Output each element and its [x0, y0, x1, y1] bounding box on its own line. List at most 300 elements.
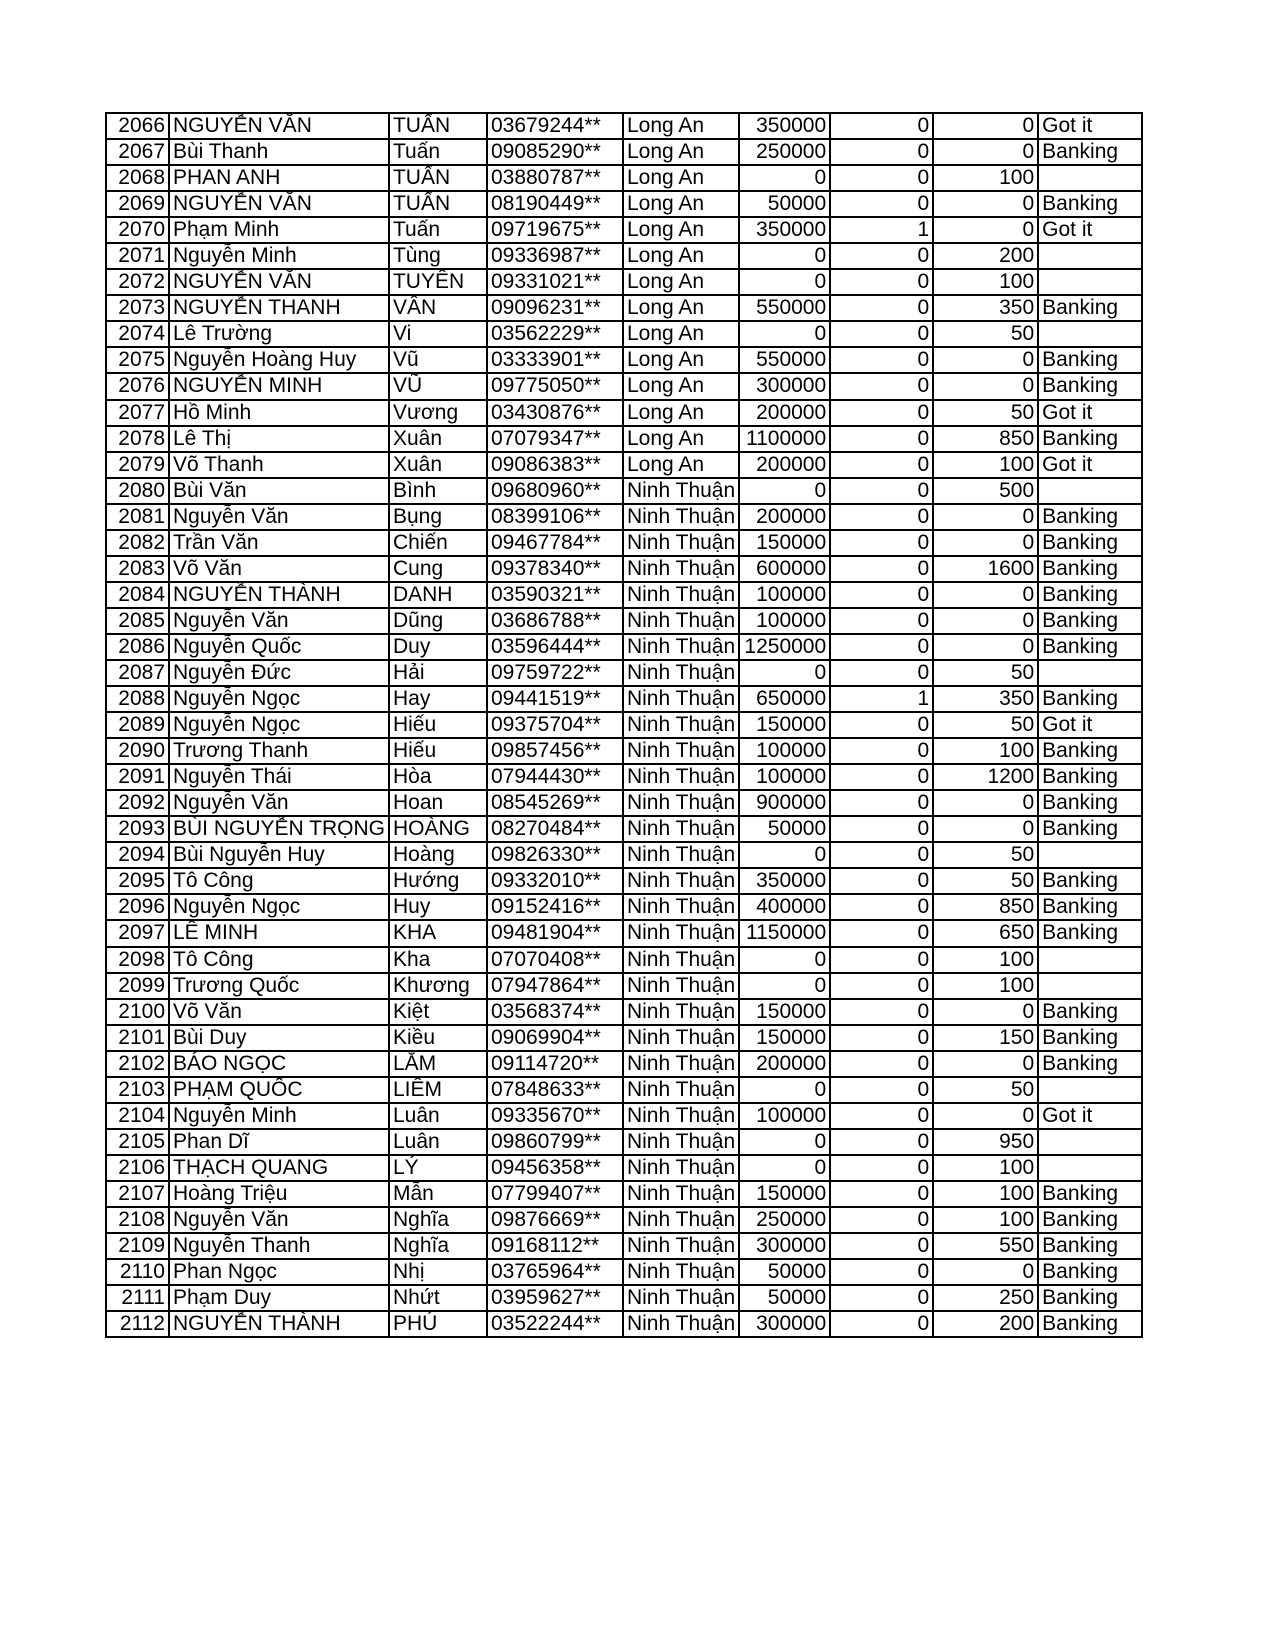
flag-cell: 0: [830, 504, 933, 530]
given-name-cell: Vũ: [389, 347, 487, 373]
payment-method-cell: Banking: [1038, 347, 1142, 373]
amount-cell: 100000: [739, 1103, 830, 1129]
flag-cell: 0: [830, 1207, 933, 1233]
payment-method-cell: Banking: [1038, 582, 1142, 608]
row-id-cell: 2098: [106, 947, 169, 973]
points-cell: 50: [933, 321, 1038, 347]
row-id-cell: 2074: [106, 321, 169, 347]
payment-method-cell: Banking: [1038, 139, 1142, 165]
given-name-cell: TUYÊN: [389, 269, 487, 295]
amount-cell: 0: [739, 243, 830, 269]
table-row: [106, 347, 1142, 373]
payment-method-cell: Got it: [1038, 400, 1142, 426]
given-name-cell: PHÚ: [389, 1311, 487, 1337]
row-id-cell: 2070: [106, 217, 169, 243]
phone-cell: 07799407**: [487, 1181, 623, 1207]
province-cell: Ninh Thuận: [623, 868, 739, 894]
surname-cell: Nguyễn Ngọc: [169, 712, 389, 738]
row-id-cell: 2099: [106, 973, 169, 999]
province-cell: Ninh Thuận: [623, 790, 739, 816]
row-id-cell: 2072: [106, 269, 169, 295]
province-cell: Long An: [623, 400, 739, 426]
row-id-cell: 2095: [106, 868, 169, 894]
given-name-cell: Vương: [389, 400, 487, 426]
province-cell: Ninh Thuận: [623, 1155, 739, 1181]
amount-cell: 350000: [739, 217, 830, 243]
surname-cell: Nguyễn Hoàng Huy: [169, 347, 389, 373]
amount-cell: 150000: [739, 1025, 830, 1051]
row-id-cell: 2096: [106, 894, 169, 920]
given-name-cell: Hoàng: [389, 842, 487, 868]
flag-cell: 0: [830, 426, 933, 452]
amount-cell: 1250000: [739, 634, 830, 660]
amount-cell: 50000: [739, 1285, 830, 1311]
surname-cell: Nguyễn Văn: [169, 504, 389, 530]
phone-cell: 09168112**: [487, 1233, 623, 1259]
payment-method-cell: Banking: [1038, 1025, 1142, 1051]
phone-cell: 08190449**: [487, 191, 623, 217]
points-cell: 100: [933, 452, 1038, 478]
points-cell: 1600: [933, 556, 1038, 582]
payment-method-cell: Got it: [1038, 113, 1142, 139]
amount-cell: 300000: [739, 1311, 830, 1337]
phone-cell: 09441519**: [487, 686, 623, 712]
province-cell: Ninh Thuận: [623, 608, 739, 634]
province-cell: Ninh Thuận: [623, 1077, 739, 1103]
payment-method-cell: Banking: [1038, 1181, 1142, 1207]
row-id-cell: 2067: [106, 139, 169, 165]
table-row: [106, 660, 1142, 686]
payment-method-cell: Got it: [1038, 217, 1142, 243]
phone-cell: 09331021**: [487, 269, 623, 295]
given-name-cell: Luân: [389, 1129, 487, 1155]
points-cell: 0: [933, 1051, 1038, 1077]
amount-cell: 300000: [739, 373, 830, 399]
given-name-cell: Luân: [389, 1103, 487, 1129]
phone-cell: 09857456**: [487, 738, 623, 764]
province-cell: Long An: [623, 426, 739, 452]
surname-cell: Tô Công: [169, 947, 389, 973]
flag-cell: 0: [830, 452, 933, 478]
points-cell: 850: [933, 894, 1038, 920]
province-cell: Ninh Thuận: [623, 999, 739, 1025]
flag-cell: 0: [830, 1259, 933, 1285]
surname-cell: NGUYỄN VĂN: [169, 191, 389, 217]
payment-method-cell: Banking: [1038, 1259, 1142, 1285]
given-name-cell: Tuấn: [389, 217, 487, 243]
points-cell: 100: [933, 269, 1038, 295]
flag-cell: 0: [830, 1025, 933, 1051]
data-table: [105, 112, 1143, 1338]
given-name-cell: Hiếu: [389, 738, 487, 764]
phone-cell: 09086383**: [487, 452, 623, 478]
province-cell: Long An: [623, 347, 739, 373]
row-id-cell: 2102: [106, 1051, 169, 1077]
points-cell: 650: [933, 920, 1038, 946]
amount-cell: 0: [739, 660, 830, 686]
row-id-cell: 2084: [106, 582, 169, 608]
flag-cell: 0: [830, 816, 933, 842]
given-name-cell: Kiệt: [389, 999, 487, 1025]
phone-cell: 07947864**: [487, 973, 623, 999]
table-row: [106, 269, 1142, 295]
table-row: [106, 295, 1142, 321]
province-cell: Long An: [623, 191, 739, 217]
amount-cell: 0: [739, 842, 830, 868]
surname-cell: NGUYỄN THANH: [169, 295, 389, 321]
points-cell: 50: [933, 842, 1038, 868]
payment-method-cell: Banking: [1038, 373, 1142, 399]
row-id-cell: 2112: [106, 1311, 169, 1337]
given-name-cell: Dũng: [389, 608, 487, 634]
flag-cell: 0: [830, 400, 933, 426]
given-name-cell: Hòa: [389, 764, 487, 790]
row-id-cell: 2066: [106, 113, 169, 139]
row-id-cell: 2087: [106, 660, 169, 686]
flag-cell: 0: [830, 790, 933, 816]
phone-cell: 09069904**: [487, 1025, 623, 1051]
phone-cell: 03522244**: [487, 1311, 623, 1337]
flag-cell: 0: [830, 321, 933, 347]
amount-cell: 0: [739, 321, 830, 347]
flag-cell: 0: [830, 1077, 933, 1103]
surname-cell: Hồ Minh: [169, 400, 389, 426]
surname-cell: Lê Thị: [169, 426, 389, 452]
row-id-cell: 2091: [106, 764, 169, 790]
payment-method-cell: Banking: [1038, 1051, 1142, 1077]
surname-cell: Hoàng Triệu: [169, 1181, 389, 1207]
surname-cell: Nguyễn Văn: [169, 790, 389, 816]
given-name-cell: Nhị: [389, 1259, 487, 1285]
province-cell: Long An: [623, 217, 739, 243]
surname-cell: Nguyễn Thanh: [169, 1233, 389, 1259]
amount-cell: 150000: [739, 712, 830, 738]
province-cell: Ninh Thuận: [623, 634, 739, 660]
table-row: [106, 1233, 1142, 1259]
province-cell: Long An: [623, 113, 739, 139]
table-row: [106, 868, 1142, 894]
phone-cell: 03686788**: [487, 608, 623, 634]
table-row: [106, 712, 1142, 738]
flag-cell: 0: [830, 295, 933, 321]
amount-cell: 300000: [739, 1233, 830, 1259]
points-cell: 50: [933, 1077, 1038, 1103]
payment-method-cell: Banking: [1038, 686, 1142, 712]
amount-cell: 550000: [739, 347, 830, 373]
points-cell: 200: [933, 1311, 1038, 1337]
points-cell: 200: [933, 243, 1038, 269]
payment-method-cell: Banking: [1038, 1285, 1142, 1311]
province-cell: Ninh Thuận: [623, 947, 739, 973]
payment-method-cell: Banking: [1038, 1207, 1142, 1233]
row-id-cell: 2075: [106, 347, 169, 373]
province-cell: Ninh Thuận: [623, 1233, 739, 1259]
row-id-cell: 2101: [106, 1025, 169, 1051]
province-cell: Ninh Thuận: [623, 478, 739, 504]
row-id-cell: 2073: [106, 295, 169, 321]
flag-cell: 0: [830, 608, 933, 634]
surname-cell: Lê Trường: [169, 321, 389, 347]
amount-cell: 0: [739, 165, 830, 191]
points-cell: 1200: [933, 764, 1038, 790]
table-row: [106, 1129, 1142, 1155]
surname-cell: Phạm Duy: [169, 1285, 389, 1311]
given-name-cell: Tuấn: [389, 139, 487, 165]
province-cell: Long An: [623, 373, 739, 399]
surname-cell: PHẠM QUỐC: [169, 1077, 389, 1103]
row-id-cell: 2100: [106, 999, 169, 1025]
phone-cell: 03596444**: [487, 634, 623, 660]
points-cell: 350: [933, 686, 1038, 712]
table-row: [106, 478, 1142, 504]
points-cell: 100: [933, 165, 1038, 191]
province-cell: Ninh Thuận: [623, 738, 739, 764]
surname-cell: Nguyễn Ngọc: [169, 894, 389, 920]
province-cell: Ninh Thuận: [623, 1025, 739, 1051]
given-name-cell: Bình: [389, 478, 487, 504]
row-id-cell: 2083: [106, 556, 169, 582]
given-name-cell: LẮM: [389, 1051, 487, 1077]
flag-cell: 0: [830, 1181, 933, 1207]
flag-cell: 0: [830, 113, 933, 139]
flag-cell: 0: [830, 1051, 933, 1077]
payment-method-cell: [1038, 1129, 1142, 1155]
given-name-cell: Khương: [389, 973, 487, 999]
payment-method-cell: [1038, 1077, 1142, 1103]
flag-cell: 0: [830, 139, 933, 165]
given-name-cell: LÝ: [389, 1155, 487, 1181]
flag-cell: 0: [830, 973, 933, 999]
row-id-cell: 2085: [106, 608, 169, 634]
amount-cell: 200000: [739, 504, 830, 530]
table-row: [106, 243, 1142, 269]
phone-cell: 03959627**: [487, 1285, 623, 1311]
table-row: [106, 1311, 1142, 1337]
surname-cell: NGUYỄN VĂN: [169, 113, 389, 139]
payment-method-cell: Banking: [1038, 868, 1142, 894]
amount-cell: 100000: [739, 608, 830, 634]
surname-cell: Nguyễn Ngọc: [169, 686, 389, 712]
amount-cell: 650000: [739, 686, 830, 712]
row-id-cell: 2077: [106, 400, 169, 426]
points-cell: 50: [933, 660, 1038, 686]
table-row: [106, 139, 1142, 165]
amount-cell: 1100000: [739, 426, 830, 452]
given-name-cell: Kha: [389, 947, 487, 973]
given-name-cell: Hoan: [389, 790, 487, 816]
amount-cell: 200000: [739, 400, 830, 426]
row-id-cell: 2088: [106, 686, 169, 712]
phone-cell: 09096231**: [487, 295, 623, 321]
surname-cell: Nguyễn Văn: [169, 608, 389, 634]
phone-cell: 03333901**: [487, 347, 623, 373]
surname-cell: Phan Ngọc: [169, 1259, 389, 1285]
surname-cell: Trương Quốc: [169, 973, 389, 999]
province-cell: Ninh Thuận: [623, 1129, 739, 1155]
table-row: [106, 373, 1142, 399]
given-name-cell: TUẤN: [389, 165, 487, 191]
row-id-cell: 2069: [106, 191, 169, 217]
table-row: [106, 947, 1142, 973]
table-row: [106, 191, 1142, 217]
payment-method-cell: Banking: [1038, 191, 1142, 217]
amount-cell: 600000: [739, 556, 830, 582]
payment-method-cell: [1038, 478, 1142, 504]
flag-cell: 0: [830, 1103, 933, 1129]
phone-cell: 09467784**: [487, 530, 623, 556]
points-cell: 50: [933, 868, 1038, 894]
points-cell: 0: [933, 373, 1038, 399]
points-cell: 0: [933, 217, 1038, 243]
phone-cell: 09375704**: [487, 712, 623, 738]
province-cell: Ninh Thuận: [623, 686, 739, 712]
amount-cell: 100000: [739, 764, 830, 790]
province-cell: Long An: [623, 452, 739, 478]
surname-cell: BÁO NGỌC: [169, 1051, 389, 1077]
amount-cell: 0: [739, 1155, 830, 1181]
given-name-cell: Hải: [389, 660, 487, 686]
amount-cell: 150000: [739, 1181, 830, 1207]
province-cell: Ninh Thuận: [623, 764, 739, 790]
payment-method-cell: Banking: [1038, 426, 1142, 452]
amount-cell: 0: [739, 478, 830, 504]
points-cell: 0: [933, 191, 1038, 217]
province-cell: Long An: [623, 139, 739, 165]
surname-cell: NGUYỄN THÀNH: [169, 582, 389, 608]
table-row: [106, 1207, 1142, 1233]
given-name-cell: Xuân: [389, 452, 487, 478]
payment-method-cell: Banking: [1038, 920, 1142, 946]
phone-cell: 09481904**: [487, 920, 623, 946]
row-id-cell: 2094: [106, 842, 169, 868]
given-name-cell: Hiếu: [389, 712, 487, 738]
points-cell: 0: [933, 1259, 1038, 1285]
points-cell: 100: [933, 1181, 1038, 1207]
row-id-cell: 2104: [106, 1103, 169, 1129]
table-row: [106, 1155, 1142, 1181]
province-cell: Ninh Thuận: [623, 660, 739, 686]
surname-cell: Nguyễn Văn: [169, 1207, 389, 1233]
table-row: [106, 816, 1142, 842]
surname-cell: NGUYỄN VĂN: [169, 269, 389, 295]
surname-cell: Tô Công: [169, 868, 389, 894]
flag-cell: 0: [830, 165, 933, 191]
amount-cell: 0: [739, 973, 830, 999]
payment-method-cell: Banking: [1038, 530, 1142, 556]
row-id-cell: 2103: [106, 1077, 169, 1103]
flag-cell: 0: [830, 347, 933, 373]
surname-cell: Nguyễn Thái: [169, 764, 389, 790]
phone-cell: 03765964**: [487, 1259, 623, 1285]
row-id-cell: 2080: [106, 478, 169, 504]
payment-method-cell: [1038, 973, 1142, 999]
flag-cell: 0: [830, 1129, 933, 1155]
phone-cell: 08399106**: [487, 504, 623, 530]
table-row: [106, 1025, 1142, 1051]
given-name-cell: Tùng: [389, 243, 487, 269]
given-name-cell: Duy: [389, 634, 487, 660]
flag-cell: 0: [830, 660, 933, 686]
phone-cell: 09335670**: [487, 1103, 623, 1129]
flag-cell: 0: [830, 191, 933, 217]
given-name-cell: Hay: [389, 686, 487, 712]
table-body: [106, 113, 1142, 1337]
surname-cell: Nguyễn Minh: [169, 1103, 389, 1129]
flag-cell: 0: [830, 738, 933, 764]
amount-cell: 200000: [739, 452, 830, 478]
payment-method-cell: Got it: [1038, 452, 1142, 478]
flag-cell: 0: [830, 1311, 933, 1337]
phone-cell: 09759722**: [487, 660, 623, 686]
table-row: [106, 790, 1142, 816]
table-row: [106, 686, 1142, 712]
points-cell: 150: [933, 1025, 1038, 1051]
surname-cell: Bùi Văn: [169, 478, 389, 504]
flag-cell: 1: [830, 217, 933, 243]
phone-cell: 09114720**: [487, 1051, 623, 1077]
points-cell: 100: [933, 1155, 1038, 1181]
flag-cell: 0: [830, 269, 933, 295]
points-cell: 550: [933, 1233, 1038, 1259]
row-id-cell: 2109: [106, 1233, 169, 1259]
province-cell: Ninh Thuận: [623, 1181, 739, 1207]
province-cell: Ninh Thuận: [623, 920, 739, 946]
points-cell: 350: [933, 295, 1038, 321]
phone-cell: 07070408**: [487, 947, 623, 973]
points-cell: 0: [933, 790, 1038, 816]
given-name-cell: HOÀNG: [389, 816, 487, 842]
province-cell: Ninh Thuận: [623, 504, 739, 530]
flag-cell: 0: [830, 894, 933, 920]
flag-cell: 0: [830, 556, 933, 582]
table-row: [106, 582, 1142, 608]
flag-cell: 0: [830, 920, 933, 946]
row-id-cell: 2108: [106, 1207, 169, 1233]
phone-cell: 08545269**: [487, 790, 623, 816]
amount-cell: 400000: [739, 894, 830, 920]
amount-cell: 350000: [739, 868, 830, 894]
payment-method-cell: [1038, 321, 1142, 347]
surname-cell: Bùi Thanh: [169, 139, 389, 165]
row-id-cell: 2106: [106, 1155, 169, 1181]
amount-cell: 50000: [739, 1259, 830, 1285]
table-row: [106, 1181, 1142, 1207]
payment-method-cell: Banking: [1038, 1233, 1142, 1259]
points-cell: 0: [933, 530, 1038, 556]
flag-cell: 0: [830, 999, 933, 1025]
amount-cell: 550000: [739, 295, 830, 321]
payment-method-cell: Banking: [1038, 790, 1142, 816]
row-id-cell: 2110: [106, 1259, 169, 1285]
phone-cell: 09332010**: [487, 868, 623, 894]
province-cell: Long An: [623, 269, 739, 295]
province-cell: Long An: [623, 295, 739, 321]
province-cell: Ninh Thuận: [623, 530, 739, 556]
province-cell: Ninh Thuận: [623, 1311, 739, 1337]
table-row: [106, 556, 1142, 582]
surname-cell: Trương Thanh: [169, 738, 389, 764]
given-name-cell: DANH: [389, 582, 487, 608]
surname-cell: Phạm Minh: [169, 217, 389, 243]
province-cell: Ninh Thuận: [623, 973, 739, 999]
payment-method-cell: Banking: [1038, 1311, 1142, 1337]
phone-cell: 09860799**: [487, 1129, 623, 1155]
phone-cell: 03568374**: [487, 999, 623, 1025]
payment-method-cell: Banking: [1038, 764, 1142, 790]
table-row: [106, 217, 1142, 243]
surname-cell: Bùi Duy: [169, 1025, 389, 1051]
flag-cell: 0: [830, 712, 933, 738]
